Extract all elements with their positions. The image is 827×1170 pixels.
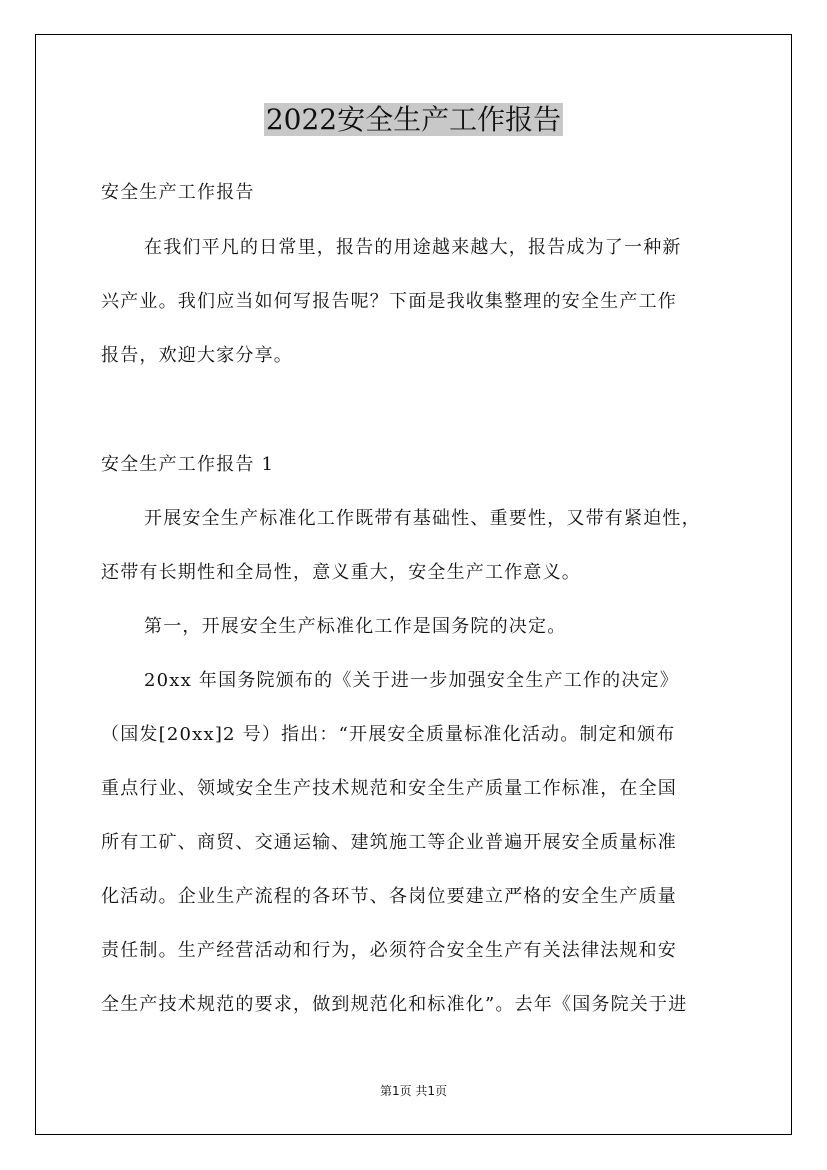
body-line-5: （国发[20xx]2 号）指出：“开展安全质量标准化活动。制定和颁布 [101, 724, 676, 745]
body-line-4: 20xx 年国务院颁布的《关于进一步加强安全生产工作的决定》 [144, 670, 679, 691]
intro-line-1: 在我们平凡的日常里，报告的用途越来越大，报告成为了一种新 [144, 237, 682, 258]
body-line-7: 所有工矿、商贸、交通运输、建筑施工等企业普遍开展安全质量标准 [101, 832, 677, 853]
page-footer: 第1页 共1页 [379, 1084, 448, 1098]
body-line-10: 全生产技术规范的要求，做到规范化和标准化”。去年《国务院关于进 [101, 994, 688, 1015]
intro-line-2: 兴产业。我们应当如何写报告呢？下面是我收集整理的安全生产工作 [101, 291, 677, 312]
body-line-2: 还带有长期性和全局性，意义重大，安全生产工作意义。 [101, 562, 581, 583]
body-line-9: 责任制。生产经营活动和行为，必须符合安全生产有关法律法规和安 [101, 940, 677, 961]
document-title [0, 98, 827, 142]
document-title-text: 2022安全生产工作报告 [265, 103, 562, 136]
section-heading: 安全生产工作报告 1 [101, 454, 275, 475]
subtitle: 安全生产工作报告 [101, 182, 255, 203]
body-line-3: 第一，开展安全生产标准化工作是国务院的决定。 [144, 616, 567, 637]
intro-line-3: 报告，欢迎大家分享。 [101, 345, 293, 366]
body-line-1: 开展安全生产标准化工作既带有基础性、重要性，又带有紧迫性， [144, 508, 701, 529]
body-line-6: 重点行业、领域安全生产技术规范和安全生产质量工作标准，在全国 [101, 778, 677, 799]
body-line-8: 化活动。企业生产流程的各环节、各岗位要建立严格的安全生产质量 [101, 886, 677, 907]
